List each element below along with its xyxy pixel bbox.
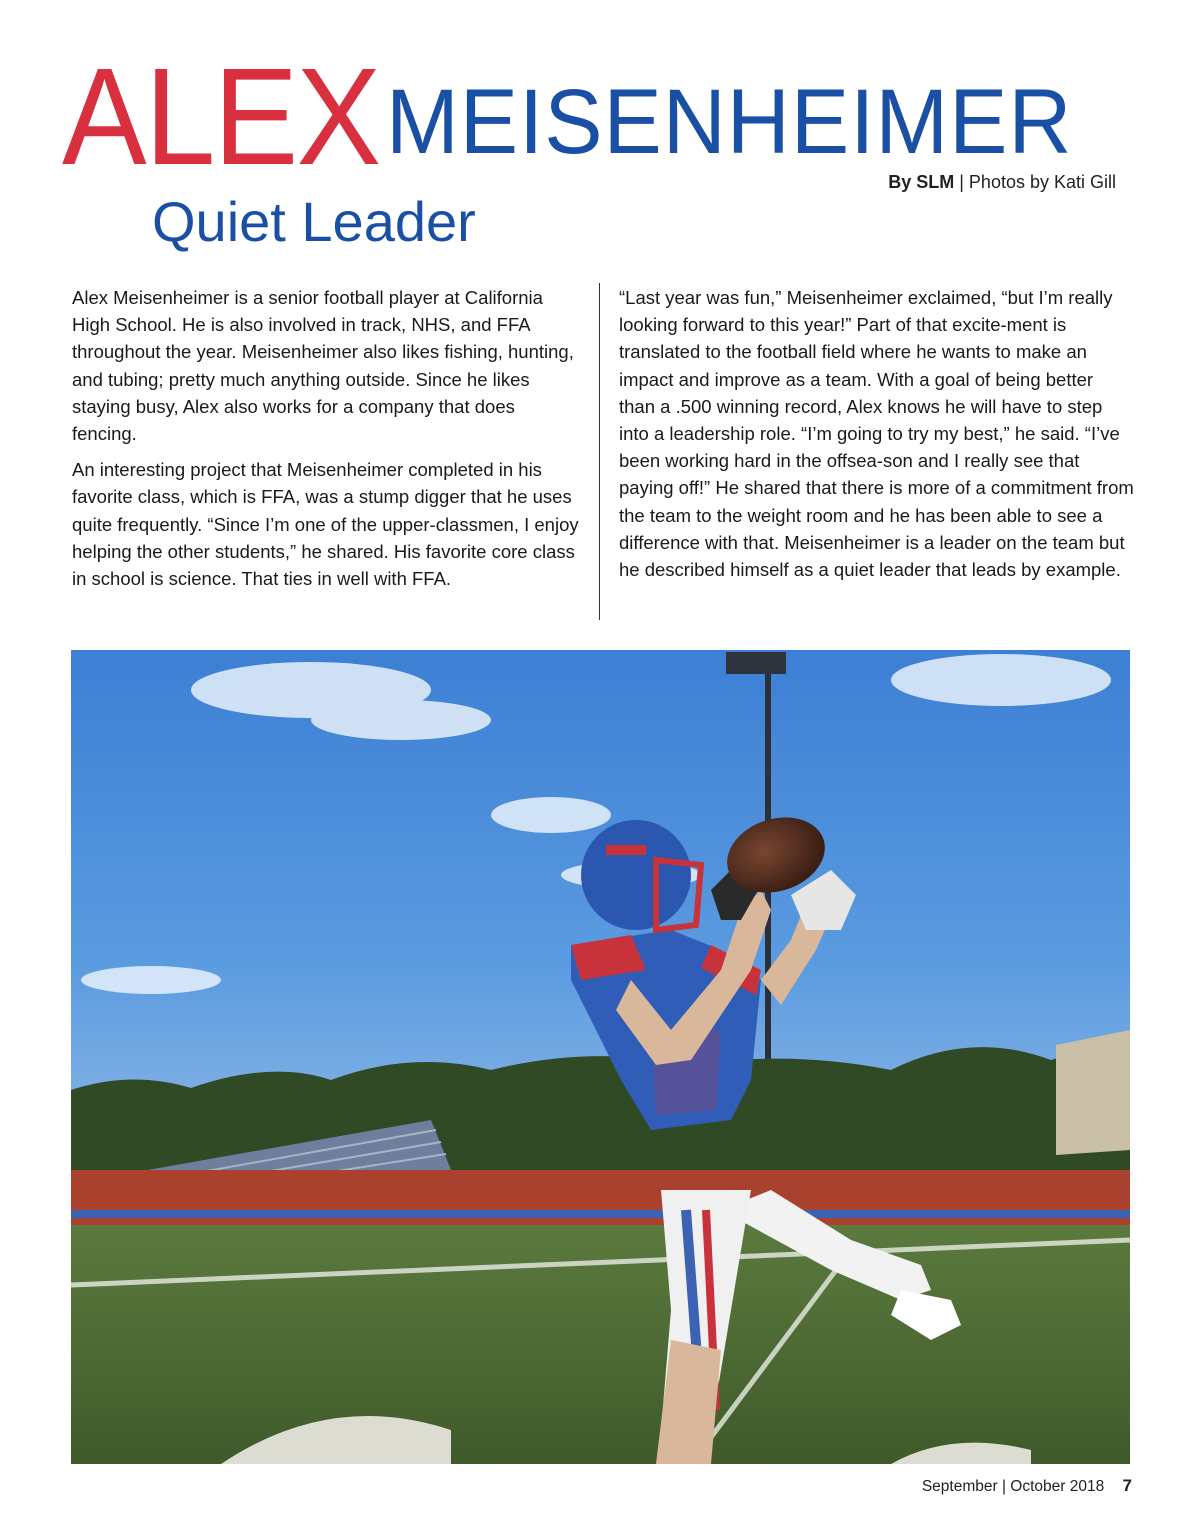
article-subtitle: Quiet Leader — [152, 190, 476, 253]
issue-date: September | October 2018 — [921, 1478, 1105, 1495]
byline-author: By SLM — [888, 172, 955, 192]
column-divider — [599, 283, 600, 620]
helmet — [581, 820, 691, 930]
page-footer — [922, 1476, 1132, 1496]
byline-photos: | Photos by Kati Gill — [959, 172, 1116, 192]
page-number: 7 — [1122, 1476, 1132, 1495]
left-column — [72, 284, 584, 601]
title-first-name: ALEX — [62, 40, 380, 194]
byline — [888, 172, 1116, 193]
paragraph: An interesting project that Meisenheimer completed in his favorite class, which is FFA, was a stump digger that he uses quite frequently. “Since I’m one of the upper-classmen, I enjoy helping the other students,” he shared. His favorite core class in school is science. That ties in well with FFA. — [72, 459, 579, 590]
paragraph: Alex Meisenheimer is a senior football player at California High School. He is also involved in track, NHS, and FFA throughout the year. Meisenheimer also likes fishing, hunting, and tubing; pretty much anything outside. Since he likes staying busy, Alex also works for a company that does fencing. — [72, 287, 574, 445]
track — [71, 1170, 1130, 1230]
track-line — [71, 1210, 1130, 1218]
paragraph: “Last year was fun,” Meisenheimer exclaimed, “but I’m really looking forward to this year!” Part of that excite-ment is translated to the football field where he wants to make an impact and improve as a team. With a goal of being better than a .500 winning record, Alex knows he will have to step into a leadership role. “I’m going to try my best,” he said. “I’ve been working hard in the offsea-son and I really see that paying off!” He shared that there is more of a commitment from the team to the weight room and he has been able to see a difference with that. Meisenheimer is a leader on the team but he described himself as a quiet leader that leads by example. — [619, 287, 1134, 581]
right-column — [619, 284, 1134, 592]
football-player-photo — [71, 650, 1130, 1464]
title-last-name: MEISENHEIMER — [386, 71, 1073, 173]
building — [1056, 1030, 1130, 1155]
